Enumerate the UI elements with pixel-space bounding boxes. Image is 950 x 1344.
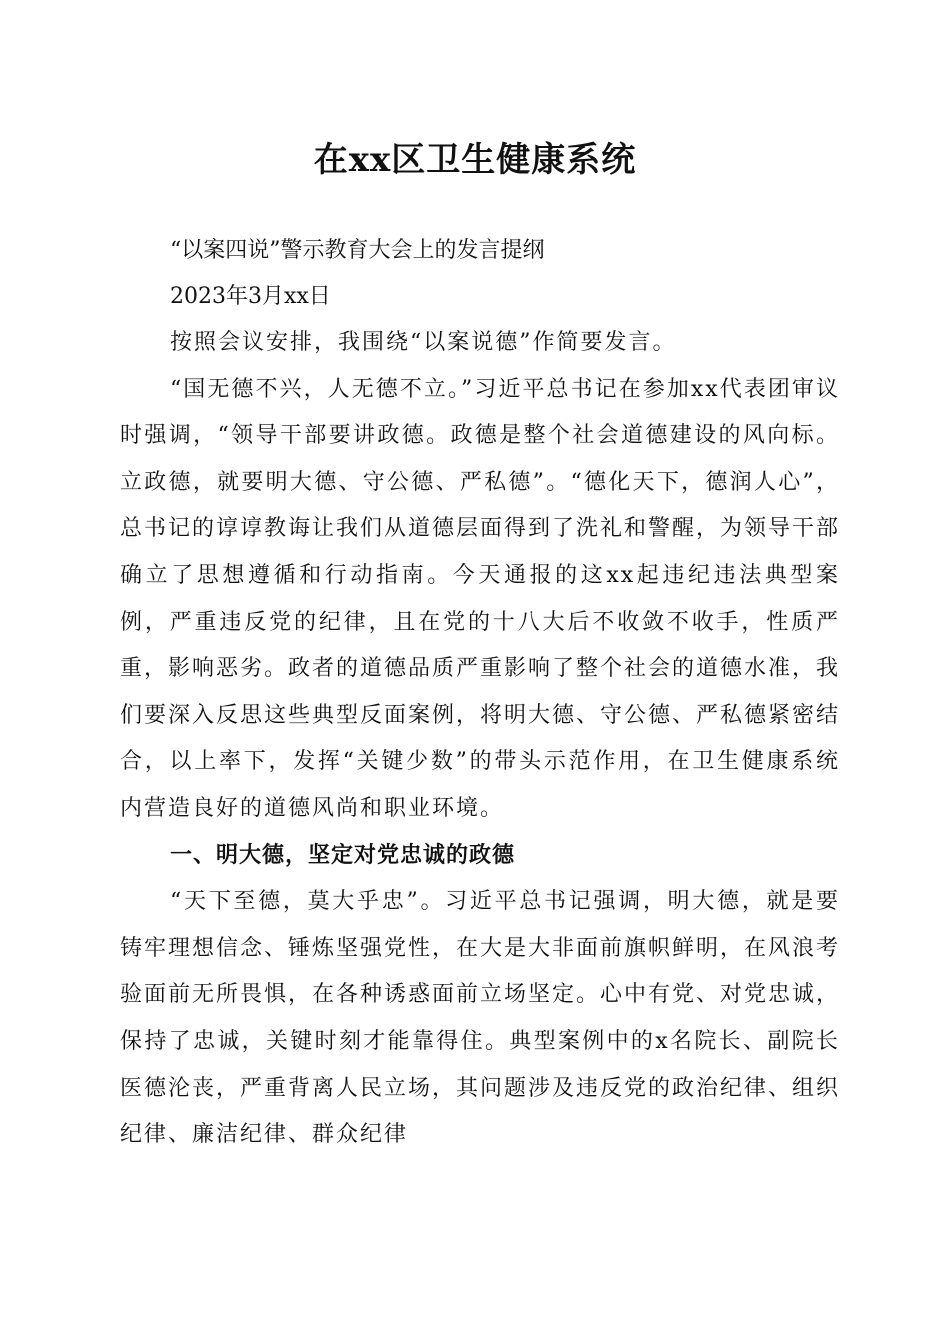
body-paragraph: “天下至德，莫大乎忠”。习近平总书记强调，明大德，就是要铸牢理想信念、锤炼坚强党性，在大是大非面前旗帜鲜明，在风浪考验面前无所畏惧，在各种诱惑面前立场坚定。心中有党、对党忠诚，保持了忠诚，关键时刻才能靠得住。典型案例中的x名院长、副院长医德沦丧，严重背离人民立场，其问题涉及违反党的政治纪律、组织纪律、廉洁纪律、群众纪律: [120, 889, 841, 1148]
document-body: [120, 320, 840, 1159]
document-title: 在xx区卫生健康系统: [313, 140, 637, 180]
section-heading: 一、明大德，坚定对党忠诚的政德: [170, 842, 516, 868]
body-paragraph: “国无德不兴，人无德不立。”习近平总书记在参加xx代表团审议时强调，“领导干部要讲政德。政德是整个社会道德建设的风向标。立政德，就要明大德、守公德、严私德”。“德化天下，德润人心”，总书记的谆谆教诲让我们从道德层面得到了洗礼和警醒，为领导干部确立了思想遵循和行动指南。今天通报的这xx起违纪违法典型案例，严重违反党的纪律，且在党的十八大后不收敛不收手，性质严重，影响恶劣。政者的道德品质严重影响了整个社会的道德水准，我们要深入反思这些典型反面案例，将明大德、守公德、严私德紧密结合，以上率下，发挥“关键少数”的带头示范作用，在卫生健康系统内营造良好的道德风尚和职业环境。: [120, 376, 841, 821]
document-date: 2023年3月xx日: [170, 284, 331, 309]
document-subtitle: “以案四说”警示教育大会上的发言提纲: [170, 238, 545, 263]
intro-paragraph: 按照会议安排，我围绕“以案说德”作简要发言。: [170, 330, 677, 355]
